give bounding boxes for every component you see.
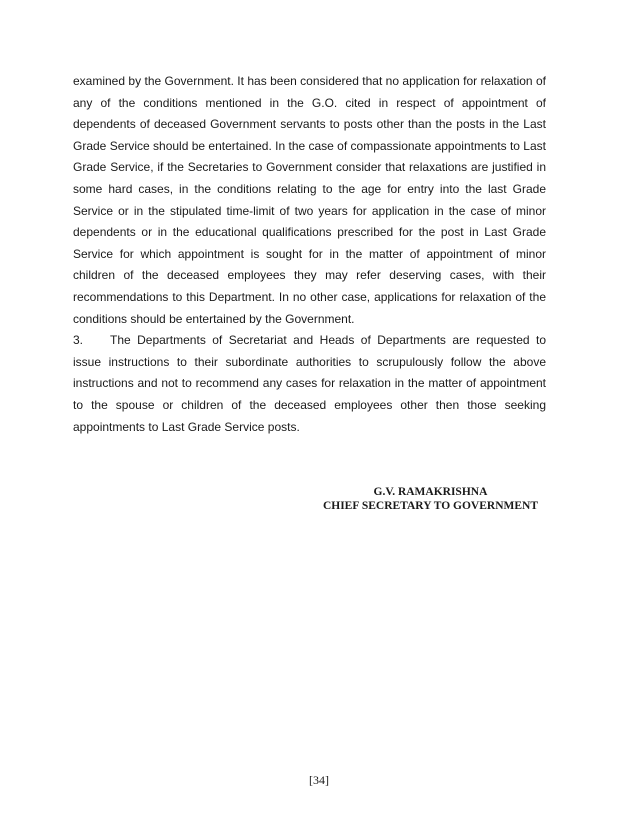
paragraph-continued <box>73 71 546 330</box>
page-number: [34] <box>309 773 329 787</box>
paragraph-3 <box>73 330 546 438</box>
signatory-name: G.V. RAMAKRISHNA <box>373 486 488 498</box>
signatory-title: CHIEF SECRETARY TO GOVERNMENT <box>322 500 538 512</box>
document-body <box>73 71 546 438</box>
paragraph-text: The Departments of Secretariat and Heads of Departments are requested to issue instructions to their subordinate authorities to scrupulously follow the above instructions and not to recommend any cases for relaxation in the matter of appointment to the spouse or children of the deceased employees other then those seeking appointments to Last Grade Service posts. <box>73 333 546 434</box>
paragraph-number: 3. <box>73 333 84 348</box>
signature-block <box>323 485 538 513</box>
paragraph-text: examined by the Government. It has been considered that no application for relaxation of any of the conditions mentioned in the G.O. cited in respect of appointment of dependents of deceased Government servants to posts other than the posts in the Last Grade Service should be entertained. In the case of compassionate appointments to Last Grade Service, if the Secretaries to Government consider that relaxations are justified in some hard cases, in the conditions relating to the age for entry into the last Grade Service or in the stipulated time-limit of two years for application in the case of minor dependents or in the educational qualifications prescribed for the post in Last Grade Service for which appointment is sought for in the matter of appointment of minor children of the deceased employees they may refer deserving cases, with their recommendations to this Department. In no other case, applications for relaxation of the conditions should be entertained by the Government. <box>73 74 546 326</box>
